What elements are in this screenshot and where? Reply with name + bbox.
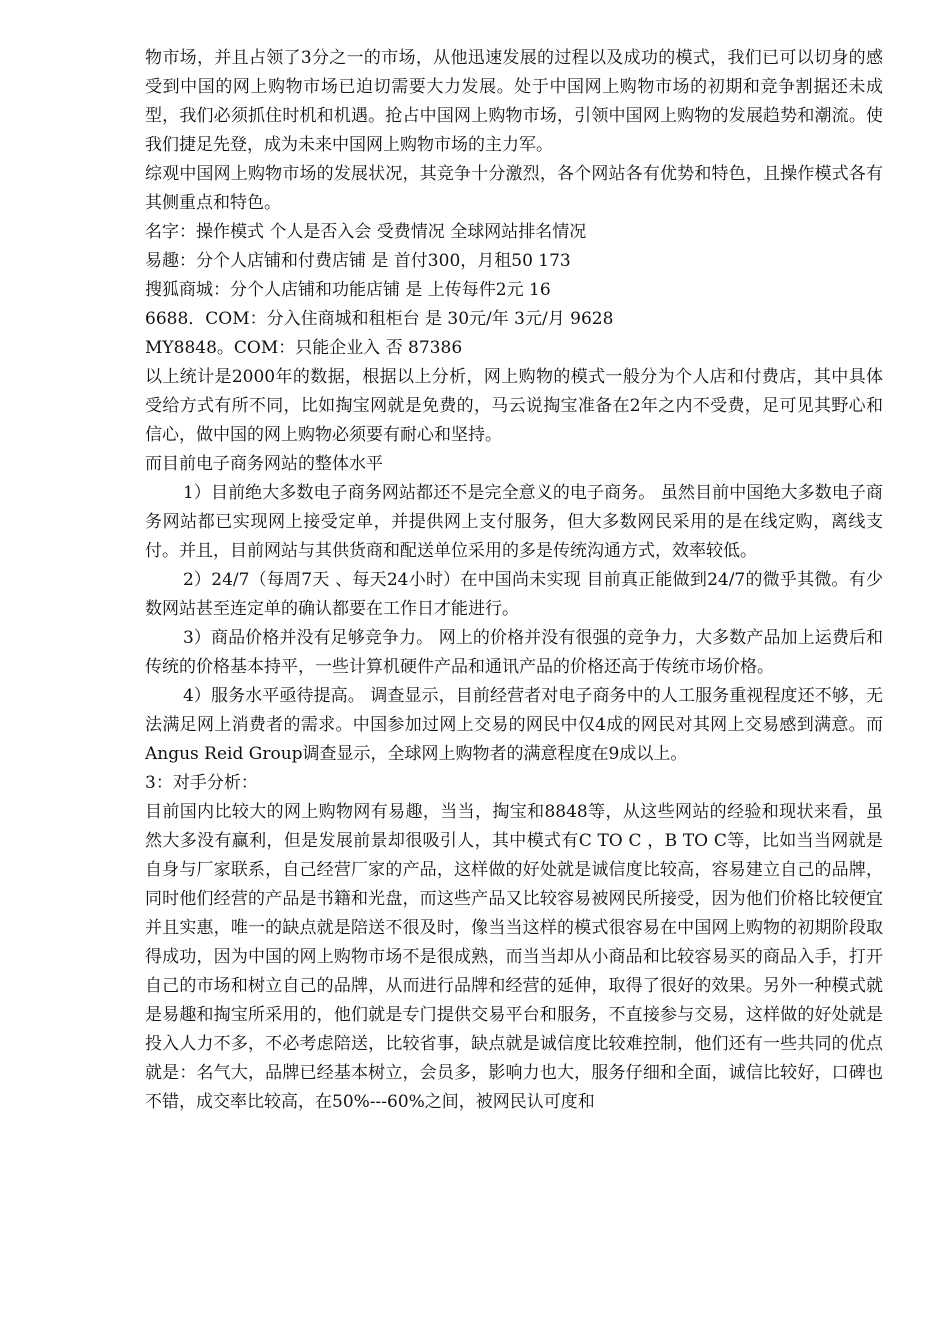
competition-paragraph: 综观中国网上购物市场的发展状况，其竞争十分激烈，各个网站各有优势和特色，且操作模式各有其侧重点和特色。	[145, 164, 883, 213]
table-row-yiqu: 易趣：分个人店铺和付费店铺 是 首付300，月租50 173	[145, 251, 571, 271]
table-row-my8848: MY8848。COM：只能企业入 否 87386	[145, 338, 463, 358]
table-row-sohu: 搜狐商城：分个人店铺和功能店铺 是 上传每件2元 16	[145, 280, 551, 300]
competitor-analysis-paragraph: 目前国内比较大的网上购物网有易趣，当当，掏宝和8848等，从这些网站的经验和现状来看，虽然大多没有赢利，但是发展前景却很吸引人，其中模式有C TO C ，B TO C等，比如当当网就是自身与厂家联系，自己经营厂家的产品，这样做的好处就是诚信度比较高，容易建立自己的品牌，同时他们经营的产品是书籍和光盘，而这些产品又比较容易被网民所接受，因为他们价格比较便宜并且实惠，唯一的缺点就是陪送不很及时，像当当这样的模式很容易在中国网上购物的初期阶段取得成功，因为中国的网上购物市场不是很成熟，而当当却从小商品和比较容易买的商品入手，打开自己的市场和树立自己的品牌，从而进行品牌和经营的延伸，取得了很好的效果。另外一种模式就是易趣和掏宝所采用的，他们就是专门提供交易平台和服务，不直接参与交易，这样做的好处就是投入人力不多，不必考虑陪送，比较省事，缺点就是诚信度比较难控制，他们还有一些共同的优点就是：名气大，品牌已经基本树立，会员多，影响力也大，服务仔细和全面，诚信比较好，口碑也不错，成交率比较高，在50%---60%之间，被网民认可度和	[145, 802, 883, 1112]
site-comparison-table	[145, 218, 883, 363]
level-heading: 而目前电子商务网站的整体水平	[145, 454, 383, 474]
intro-paragraph: 物市场，并且占领了3分之一的市场，从他迅速发展的过程以及成功的模式，我们已可以切身的感受到中国的网上购物市场已迫切需要大力发展。处于中国网上购物市场的初期和竞争割据还未成型，我们必须抓住时机和机遇。抢占中国网上购物市场，引领中国网上购物的发展趋势和潮流。使我们捷足先登，成为未来中国网上购物市场的主力军。	[145, 48, 883, 155]
table-row-6688: 6688．COM：分入住商城和租柜台 是 30元/年 3元/月 9628	[145, 309, 614, 329]
summary-paragraph: 以上统计是2000年的数据，根据以上分析，网上购物的模式一般分为个人店和付费店，其中具体受给方式有所不同，比如掏宝网就是免费的，马云说掏宝准备在2年之内不受费，足可见其野心和信心，做中国的网上购物必须要有耐心和坚持。	[145, 367, 883, 445]
point-1: 1）目前绝大多数电子商务网站都还不是完全意义的电子商务。 虽然目前中国绝大多数电子商务网站都已实现网上接受定单，并提供网上支付服务，但大多数网民采用的是在线定购，离线支付。并且，目前网站与其供货商和配送单位采用的多是传统沟通方式，效率较低。	[145, 483, 883, 561]
table-header-row: 名字：操作模式 个人是否入会 受费情况 全球网站排名情况	[145, 222, 587, 242]
point-2: 2）24/7（每周7天 、每天24小时）在中国尚未实现 目前真正能做到24/7的微乎其微。有少数网站甚至连定单的确认都要在工作日才能进行。	[145, 570, 883, 619]
point-3: 3）商品价格并没有足够竞争力。 网上的价格并没有很强的竞争力，大多数产品加上运费后和传统的价格基本持平，一些计算机硬件产品和通讯产品的价格还高于传统市场价格。	[145, 628, 883, 677]
document-page	[145, 44, 883, 1117]
point-4: 4）服务水平亟待提高。 调查显示，目前经营者对电子商务中的人工服务重视程度还不够，无法满足网上消费者的需求。中国参加过网上交易的网民中仅4成的网民对其网上交易感到满意。而Angus Reid Group调查显示，全球网上购物者的满意程度在9成以上。	[145, 686, 883, 764]
section-3-heading: 3：对手分析：	[145, 773, 258, 793]
